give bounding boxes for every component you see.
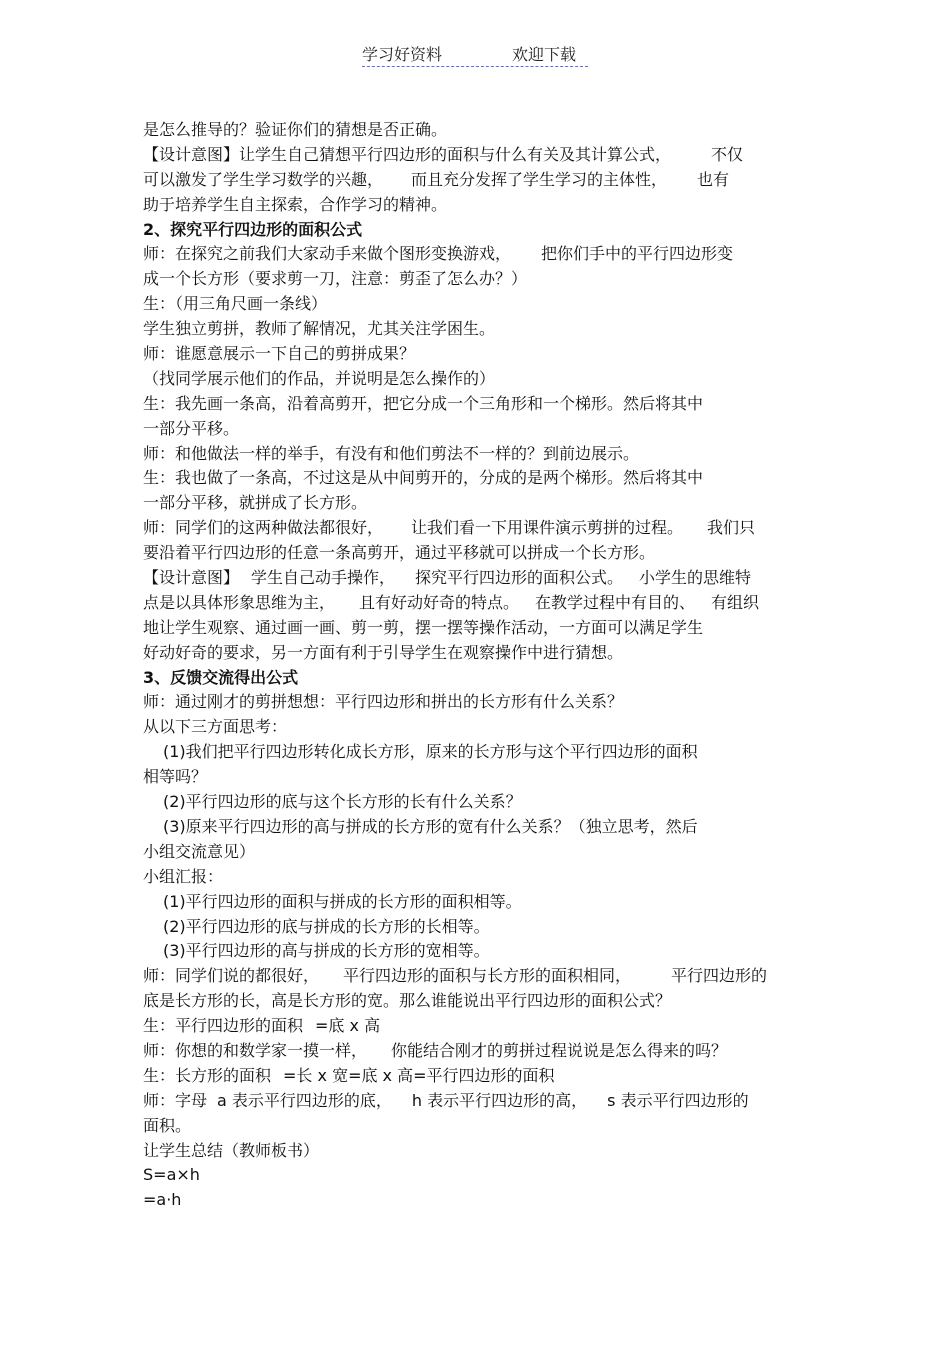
text-line: (1)平行四边形的面积与拼成的长方形的面积相等。 (163, 891, 522, 911)
text-line: 师：你想的和数学家一摸一样， 你能结合刚才的剪拼过程说说是怎么得来的吗？ (143, 1040, 728, 1060)
text-line: 一部分平移，就拼成了长方形。 (143, 493, 368, 513)
text-line: 生：长方形的面积 =长 x 宽=底 x 高=平行四边形的面积 (143, 1065, 555, 1085)
text-line: (2)平行四边形的底与这个长方形的长有什么关系？ (163, 792, 522, 812)
text-line: 点是以具体形象思维为主， 且有好动好奇的特点。 在教学过程中有目的、 有组织 (143, 592, 760, 612)
text-line: (1)我们把平行四边形转化成长方形，原来的长方形与这个平行四边形的面积 (163, 742, 698, 762)
text-line: 生：我先画一条高，沿着高剪开，把它分成一个三角形和一个梯形。然后将其中 (143, 393, 704, 413)
section-heading: 2、探究平行四边形的面积公式 (143, 219, 363, 239)
header-right-text: 欢迎下载 (512, 45, 577, 64)
text-line: 相等吗？ (143, 767, 208, 787)
text-line: 助于培养学生自主探索，合作学习的精神。 (143, 194, 448, 214)
header-left-text: 学习好资料 (362, 45, 443, 64)
text-line: 让学生总结（教师板书） (143, 1140, 320, 1160)
text-line: 从以下三方面思考： (143, 717, 288, 737)
text-line: 师：字母 a 表示平行四边形的底， h 表示平行四边形的高， s 表示平行四边形的 (143, 1090, 749, 1110)
text-line: (3)平行四边形的高与拼成的长方形的宽相等。 (163, 941, 490, 961)
text-line: 【设计意图】 学生自己动手操作， 探究平行四边形的面积公式。 小学生的思维特 (143, 568, 752, 588)
text-line: 生：（用三角尺画一条线） (143, 294, 328, 314)
text-line: 师：同学们说的都很好， 平行四边形的面积与长方形的面积相同， 平行四边形的 (143, 966, 768, 986)
text-line: 师：通过刚才的剪拼想想：平行四边形和拼出的长方形有什么关系？ (143, 692, 624, 712)
text-line: 师：和他做法一样的举手，有没有和他们剪法不一样的？到前边展示。 (143, 443, 640, 463)
text-line: 师：在探究之前我们大家动手来做个图形变换游戏， 把你们手中的平行四边形变 (143, 244, 734, 264)
text-line: 地让学生观察、通过画一画、剪一剪，摆一摆等操作活动，一方面可以满足学生 (143, 617, 704, 637)
document-body (143, 118, 813, 1213)
section-heading: 3、反馈交流得出公式 (143, 667, 299, 687)
text-line: (2)平行四边形的底与拼成的长方形的长相等。 (163, 916, 490, 936)
formula-line: S=a×h (143, 1165, 200, 1185)
text-line: (3)原来平行四边形的高与拼成的长方形的宽有什么关系？（独立思考，然后 (163, 816, 698, 836)
text-line: 可以激发了学生学习数学的兴趣， 而且充分发挥了学生学习的主体性， 也有 (143, 169, 730, 189)
page-header (362, 40, 588, 67)
text-line: 小组交流意见） (143, 841, 256, 861)
text-line: 好动好奇的要求，另一方面有利于引导学生在观察操作中进行猜想。 (143, 642, 624, 662)
text-line: 底是长方形的长，高是长方形的宽。那么谁能说出平行四边形的面积公式？ (143, 991, 672, 1011)
text-line: 面积。 (143, 1115, 192, 1135)
text-line: 学生独立剪拼，教师了解情况，尤其关注学困生。 (143, 319, 496, 339)
text-line: 一部分平移。 (143, 418, 240, 438)
text-line: 师：同学们的这两种做法都很好， 让我们看一下用课件演示剪拼的过程。 我们只 (143, 518, 756, 538)
text-line: 小组汇报： (143, 866, 224, 886)
text-line: 成一个长方形（要求剪一刀，注意：剪歪了怎么办？） (143, 269, 528, 289)
text-line: 【设计意图】让学生自己猜想平行四边形的面积与什么有关及其计算公式， 不仅 (143, 144, 744, 164)
text-line: 生：我也做了一条高，不过这是从中间剪开的，分成的是两个梯形。然后将其中 (143, 468, 704, 488)
text-line: 是怎么推导的？验证你们的猜想是否正确。 (143, 120, 448, 139)
text-line: 要沿着平行四边形的任意一条高剪开，通过平移就可以拼成一个长方形。 (143, 543, 656, 563)
text-line: （找同学展示他们的作品，并说明是怎么操作的） (143, 368, 496, 388)
text-line: 生：平行四边形的面积 =底 x 高 (143, 1016, 381, 1036)
text-line: 师：谁愿意展示一下自己的剪拼成果？ (143, 344, 416, 364)
formula-line: =a·h (143, 1190, 182, 1210)
